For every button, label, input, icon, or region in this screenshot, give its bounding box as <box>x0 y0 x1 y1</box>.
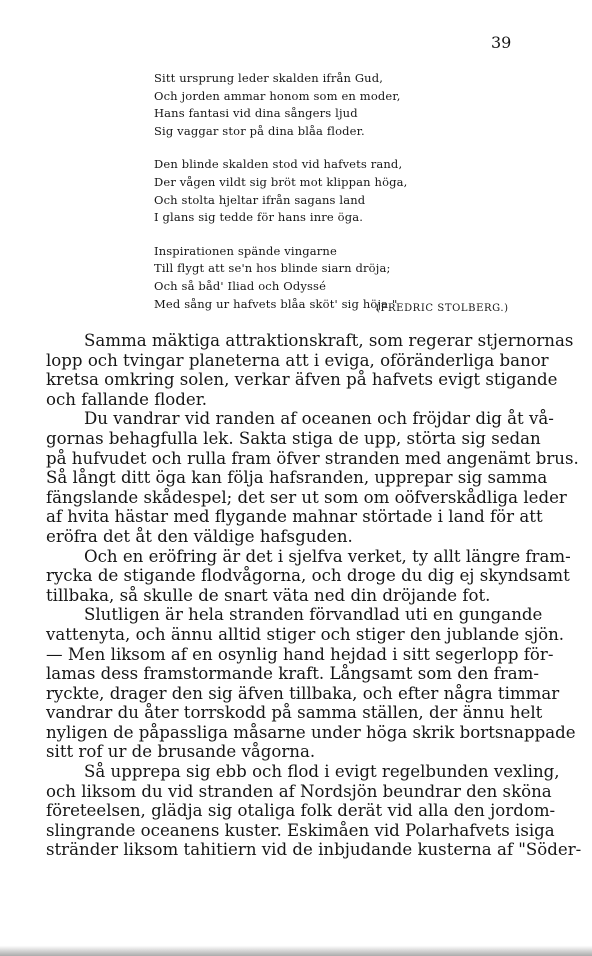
prose-body <box>46 331 582 860</box>
poem-stanza <box>154 156 514 226</box>
page-number: 39 <box>491 33 512 52</box>
poem-line: I glans sig tedde för hans inre öga. <box>154 210 364 225</box>
prose-line: fängslande skådespel; det ser ut som om oöfverskådliga leder <box>46 487 567 507</box>
prose-line: Du vandrar vid randen af oceanen och fröjdar dig åt vå- <box>84 409 554 429</box>
prose-line: lopp och tvingar planeterna att i eviga, oföränderliga banor <box>46 350 549 370</box>
poem-line: Och så båd' Iliad och Odyssé <box>154 278 327 293</box>
poem-line: Der vågen vildt sig bröt mot klippan höga, <box>154 174 408 189</box>
poem-line: Sitt ursprung leder skalden ifrån Gud, <box>154 71 384 85</box>
prose-line: och liksom du vid stranden af Nordsjön beundrar den sköna <box>46 781 552 801</box>
prose-line: kretsa omkring solen, verkar äfven på hafvets evigt stigande <box>46 370 558 390</box>
prose-line: gornas behagfulla lek. Sakta stiga de upp, störta sig sedan <box>46 428 541 448</box>
poem-line: Med sång ur hafvets blåa sköt' sig höja." <box>154 296 398 311</box>
page-edge-shadow <box>0 940 592 956</box>
prose-line: nyligen de påpassliga måsarne under höga skrik bortsnappade <box>46 722 576 742</box>
prose-line: vandrar du åter torrskodd på samma ställen, der ännu helt <box>46 703 543 723</box>
prose-line: Slutligen är hela stranden förvandlad uti en gungande <box>84 605 543 625</box>
prose-line: af hvita hästar med flygande mahnar störtade i land för att <box>46 507 543 527</box>
prose-line: Så långt ditt öga kan följa hafsranden, upprepar sig samma <box>46 468 548 488</box>
poem-line: Sig vaggar stor på dina blåa floder. <box>154 123 365 138</box>
prose-line: slingrande oceanens kuster. Eskimåen vid Polarhafvets isiga <box>46 820 555 840</box>
prose-line: på hufvudet och rulla fram öfver stranden med angenämt brus. <box>46 448 579 468</box>
prose-line: — Men liksom af en osynlig hand hejdad i sitt segerlopp för- <box>46 644 554 664</box>
poem-line: Och stolta hjeltar ifrån sagans land <box>154 192 366 207</box>
poem-stanza <box>154 70 514 140</box>
poem-line: Den blinde skalden stod vid hafvets rand, <box>154 157 403 172</box>
poem-line: Hans fantasi vid dina sångers ljud <box>154 106 358 121</box>
prose-line: eröfra det åt den väldige hafsguden. <box>46 526 353 546</box>
prose-line: Och en eröfring är det i sjelfva verket, ty allt längre fram- <box>84 546 571 566</box>
prose-line: Samma mäktiga attraktionskraft, som regerar stjernornas <box>84 331 574 350</box>
poem-attribution: (FREDRIC STOLBERG.) <box>376 303 509 314</box>
prose-line: och fallande floder. <box>46 389 208 409</box>
prose-line: tillbaka, så skulle de snart väta ned din dröjande fot. <box>46 585 491 605</box>
prose-line: lamas dess framstormande kraft. Långsamt som den fram- <box>46 664 539 684</box>
poem-line: Inspirationen spände vingarne <box>154 243 337 258</box>
prose-line: vattenyta, och ännu alltid stiger och stiger den jublande sjön. <box>46 624 565 644</box>
prose-line: sitt rof ur de brusande vågorna. <box>46 742 316 762</box>
prose-line: ryckte, drager den sig äfven tillbaka, och efter några timmar <box>46 683 560 703</box>
prose-line: stränder liksom tahitiern vid de inbjudande kusterna af "Söder- <box>46 840 582 860</box>
poem-quotation <box>154 70 514 329</box>
prose-line: Så upprepa sig ebb och flod i evigt regelbunden vexling, <box>84 762 560 782</box>
poem-line: Till flygt att se'n hos blinde siarn dröja; <box>154 261 391 276</box>
prose-line: företeelsen, glädja sig otaliga folk derät vid alla den jordom- <box>46 801 556 821</box>
poem-line: Och jorden ammar honom som en moder, <box>154 88 401 103</box>
prose-line: rycka de stigande flodvågorna, och droge du dig ej skyndsamt <box>46 566 570 586</box>
